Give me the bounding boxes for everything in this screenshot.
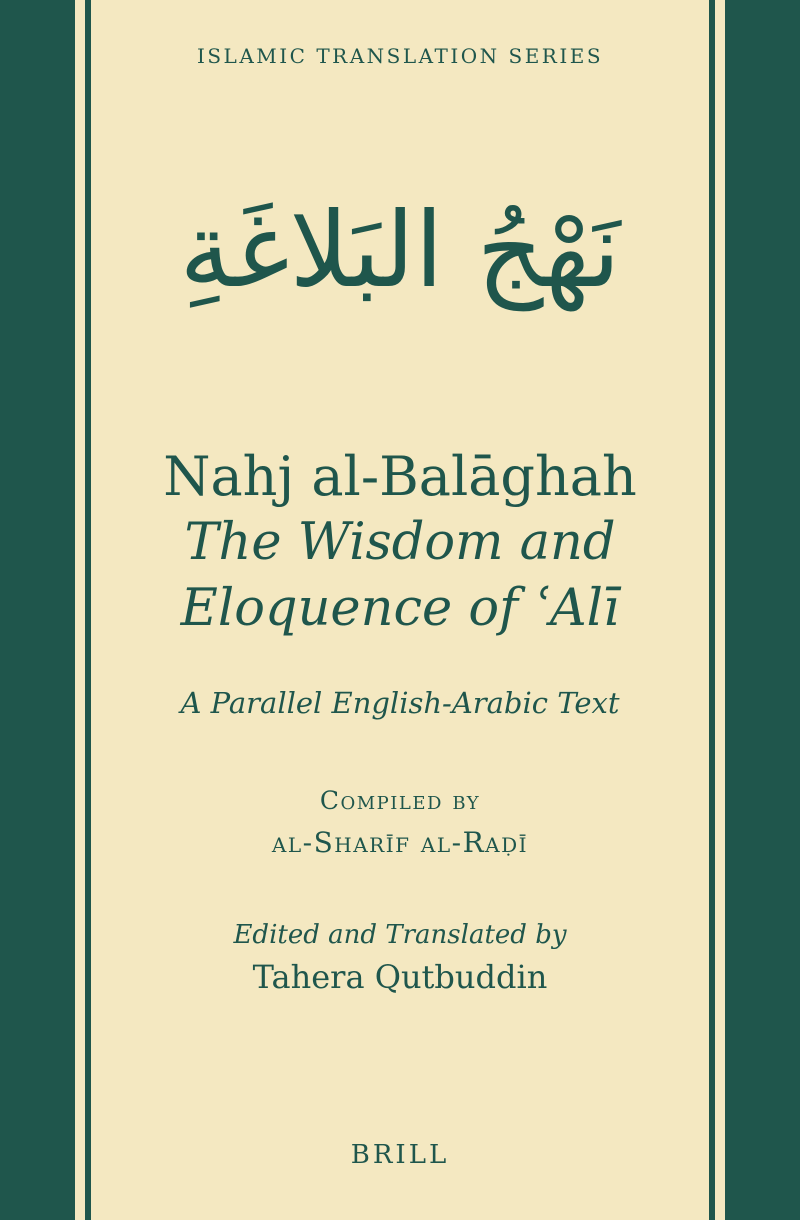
title-block — [91, 444, 709, 642]
book-subtitle-line1: The Wisdom and — [184, 513, 616, 572]
edited-by-label: Edited and Translated by — [233, 920, 567, 950]
editor-name: Tahera Qutbuddin — [252, 958, 548, 996]
compiler-name: al-Sharīf al-Raḍī — [271, 826, 529, 859]
right-pinstripe-rule — [709, 0, 715, 1220]
publisher-logo-text: BRILL — [350, 1140, 450, 1170]
right-border-band — [725, 0, 800, 1220]
series-title: ISLAMIC TRANSLATION SERIES — [196, 44, 604, 68]
left-border-band — [0, 0, 75, 1220]
book-title-transliteration: Nahj al-Balāghah — [163, 445, 637, 508]
edition-tagline: A Parallel English-Arabic Text — [180, 686, 620, 720]
book-subtitle-line2: Eloquence of ʿAlī — [180, 579, 620, 638]
compiled-by-label: Compiled by — [319, 786, 481, 815]
arabic-calligraphy-title: نَهْجُ البَلاغَةِ — [179, 188, 621, 311]
